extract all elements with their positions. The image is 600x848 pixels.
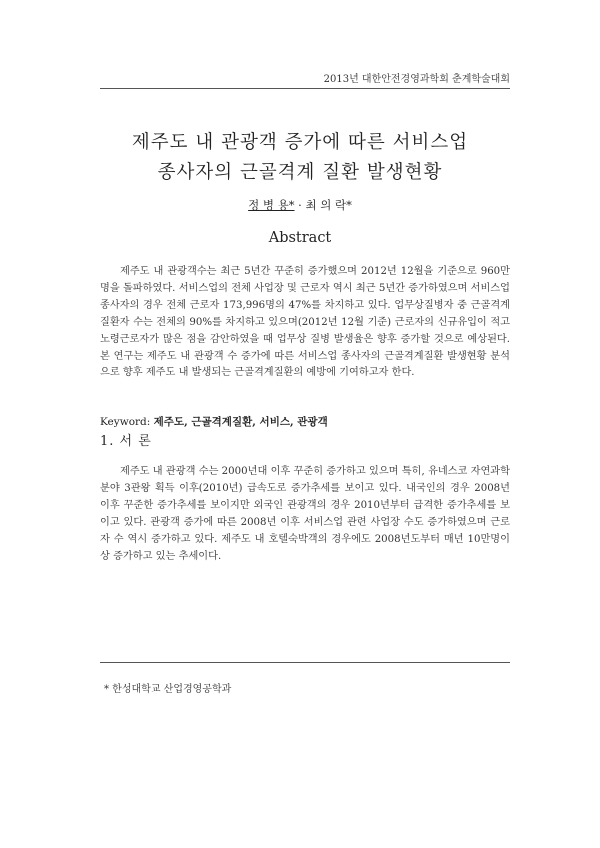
conference-header: 2013년 대한안전경영과학회 춘계학술대회 — [323, 74, 510, 85]
footnote: * 한성대학교 산업경영공학과 — [104, 684, 232, 695]
abstract-text: 제주도 내 관광객수는 최근 5년간 꾸준히 증가했으며 2012년 12월을 기준으로 960만명을 돌파하였다. 서비스업의 전체 사업장 및 근로자 역시 최근 5년간 증가하였으며 서비스업 종사자의 경우 전체 근로자 173,996명의 47%를 차지하고 있다. 업무상질병자 중 근골격계질환자 수는 전체의 90%를 차지하고 있으며(2012년 12월 기준) 근로자의 신규유입이 적고 노령근로자가 많은 점을 감안하였을 때 업무상 질병 발생율은 향후 증가할 것으로 예상된다. 본 연구는 제주도 내 관광객 수 증가에 따른 서비스업 종사자의 근골격계질환 발생현황 분석으로 향후 제주도 내 발생되는 근골격계질환의 예방에 기여하고자 한다. — [100, 266, 510, 379]
section-1-text: 제주도 내 관광객 수는 2000년대 이후 꾸준히 증가하고 있으며 특히, 유네스코 자연과학분야 3관왕 획득 이후(2010년) 급속도로 증가추세를 보이고 있다. 내국인의 경우 2008년 이후 꾸준한 증가추세를 보이지만 외국인 관광객의 경우 2010년부터 급격한 증가추세를 보이고 있다. 관광객 증가에 따른 2008년 이후 서비스업 관련 사업장 수도 증가하였으며 근로자 수 역시 증가하고 있다. 제주도 내 호텔숙박객의 경우에도 2008년도부터 매년 10만명이상 증가하고 있는 추세이다. — [100, 466, 510, 562]
abstract-heading: Abstract — [268, 230, 332, 246]
header-rule — [100, 88, 510, 89]
author-separator: · — [298, 198, 302, 212]
paper-title-line-1: 제주도 내 관광객 증가에 따른 서비스업 — [131, 132, 469, 153]
footnote-rule — [100, 662, 510, 663]
paper-title-line-2: 종사자의 근골격계 질환 발생현황 — [157, 162, 443, 183]
author-first: 정 병 용* — [248, 198, 295, 212]
keyword-label: Keyword: — [100, 416, 151, 428]
keyword-line — [100, 414, 520, 429]
section-1-heading: 1. 서 론 — [100, 434, 152, 449]
author-line — [0, 197, 600, 213]
section-1-body — [100, 464, 510, 565]
abstract-body — [100, 264, 510, 382]
author-second: 최 의 락* — [305, 198, 352, 212]
keyword-values: 제주도, 근골격계질환, 서비스, 관광객 — [153, 416, 328, 428]
